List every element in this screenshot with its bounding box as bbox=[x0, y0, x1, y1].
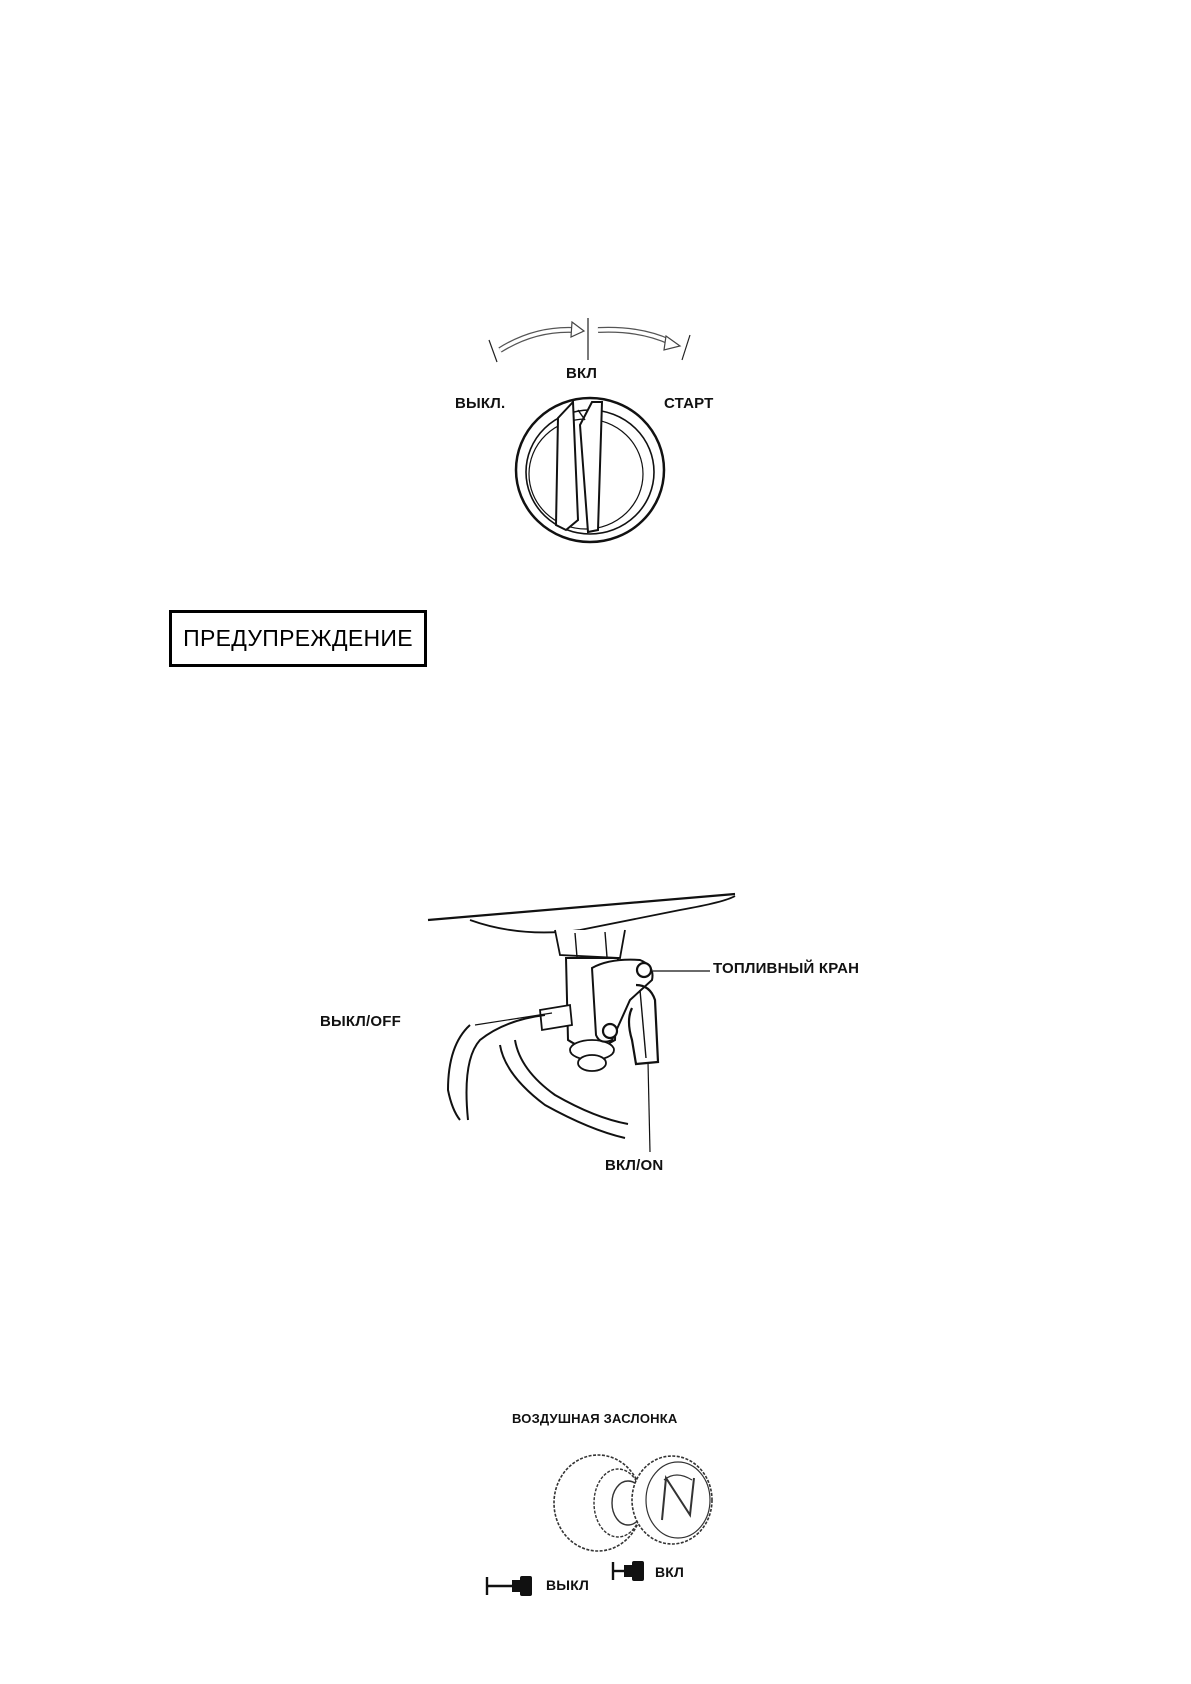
choke-off-label: ВЫКЛ bbox=[546, 1577, 589, 1593]
choke-off-icon bbox=[484, 1573, 536, 1599]
choke-title: ВОЗДУШНАЯ ЗАСЛОНКА bbox=[512, 1411, 678, 1426]
choke-on-icon bbox=[610, 1558, 650, 1584]
ignition-label-start: СТАРТ bbox=[664, 395, 714, 412]
fuel-valve-label: ТОПЛИВНЫЙ КРАН bbox=[713, 960, 860, 977]
warning-text: ПРЕДУПРЕЖДЕНИЕ bbox=[183, 625, 413, 651]
fuel-valve-off-label: ВЫКЛ/OFF bbox=[320, 1013, 401, 1030]
ignition-label-off: ВЫКЛ. bbox=[455, 395, 506, 412]
fuel-valve-on-label: ВКЛ/ON bbox=[605, 1157, 664, 1174]
ignition-label-on: ВКЛ bbox=[566, 365, 598, 382]
choke-on-label: ВКЛ bbox=[655, 1564, 685, 1580]
